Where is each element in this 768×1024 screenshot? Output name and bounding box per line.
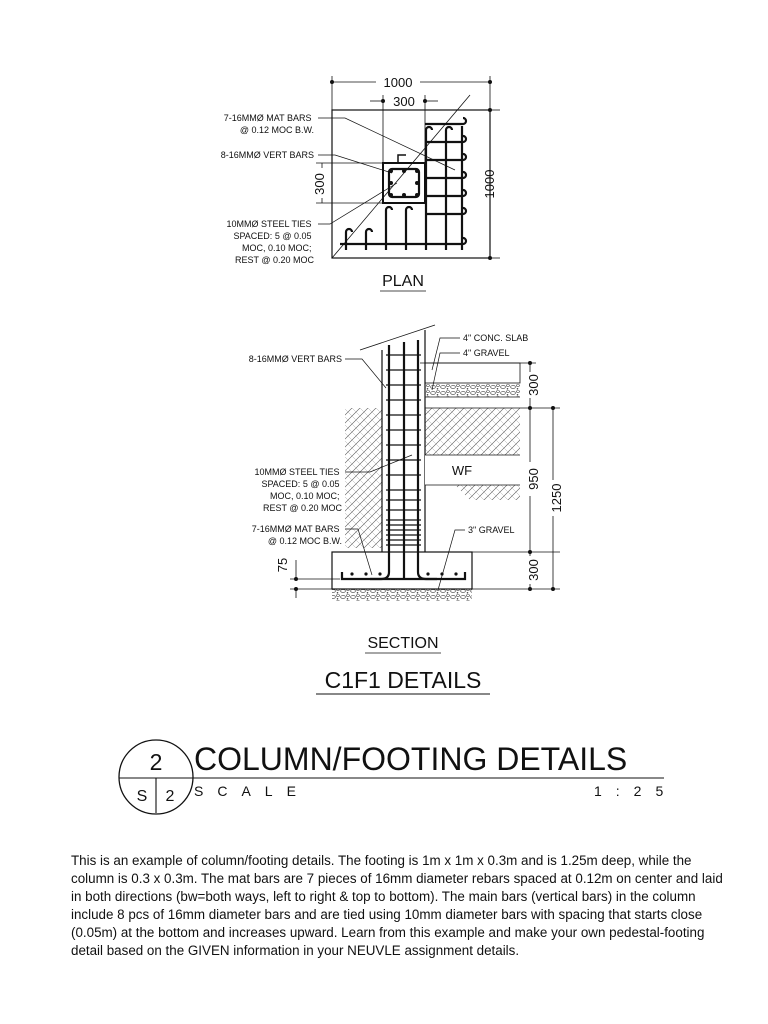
section-note-steel-ties: 10MMØ STEEL TIES SPACED: 5 @ 0.05 MOC, 0.10 MOC; REST @ 0.20 MOC [254, 467, 342, 513]
soil-right [425, 408, 520, 500]
concrete-slab [425, 363, 520, 383]
detail-number: 2 [149, 749, 163, 775]
section-dim-footing: 300 [526, 559, 541, 581]
plan-title: PLAN [382, 273, 424, 290]
footing-gravel [332, 589, 472, 601]
section-dim-depth-wf: 950 [526, 468, 541, 490]
scale-value: 1:25 [594, 783, 678, 799]
plan-note-vert-bars: 8-16MMØ VERT BARS [220, 150, 314, 160]
slab-gravel [425, 383, 520, 397]
section-note-vert-bars: 8-16MMØ VERT BARS [248, 354, 342, 364]
title-block [119, 740, 677, 814]
description-paragraph: This is an example of column/footing details. The footing is 1m x 1m x 0.3m and is 1.25m deep, while the column is 0.3 x 0.3m. The mat bars are 7 pieces of 16mm diameter rebars spaced at 0.12m on center and laid in both directions (bw=both ways, left to right & top to bottom). The main bars (vertical bars) in the column include 8 pcs of 16mm diameter bars and are tied using 10mm diameter bars with spacing that starts close (0.05m) at the bottom and increases upward. Learn from this example and make your own pedestal-footing detail based on the GIVEN information in your NEUVLE assignment details. [71, 853, 723, 958]
sheet-letter: S [136, 788, 148, 805]
plan-note-steel-ties: 10MMØ STEEL TIES SPACED: 5 @ 0.05 MOC, 0.10 MOC; REST @ 0.20 MOC [226, 219, 314, 265]
section-title: SECTION [367, 635, 439, 652]
section-note-gravel-4: 4" GRAVEL [463, 348, 510, 358]
section-note-mat-bars: 7-16MMØ MAT BARS @ 0.12 MOC B.W. [251, 524, 342, 546]
section-view [249, 325, 564, 653]
section-dim-cover: 75 [275, 557, 290, 573]
section-label-wf: WF [451, 463, 473, 478]
plan-view [221, 75, 500, 291]
soil-left [345, 408, 382, 548]
section-note-conc-slab: 4" CONC. SLAB [463, 333, 529, 343]
section-dim-slab-gravel: 300 [526, 374, 541, 396]
section-note-gravel-3: 3" GRAVEL [468, 525, 515, 535]
detail-title: C1F1 DETAILS [324, 667, 482, 693]
plan-dim-column: 300 [393, 94, 415, 109]
plan-dim-column-side: 300 [312, 173, 327, 195]
sheet-number: 2 [165, 788, 175, 805]
title-block-title: COLUMN/FOOTING DETAILS [194, 741, 628, 777]
plan-dim-width: 1000 [383, 75, 413, 90]
plan-dim-height: 1000 [482, 169, 497, 199]
plan-note-mat-bars: 7-16MMØ MAT BARS @ 0.12 MOC B.W. [223, 113, 314, 135]
plan-mat-bars-vertical [346, 126, 462, 250]
section-footing [332, 552, 472, 589]
section-dim-total: 1250 [549, 483, 564, 513]
scale-label: SCALE [194, 783, 310, 799]
plan-footing-outline [332, 110, 490, 258]
